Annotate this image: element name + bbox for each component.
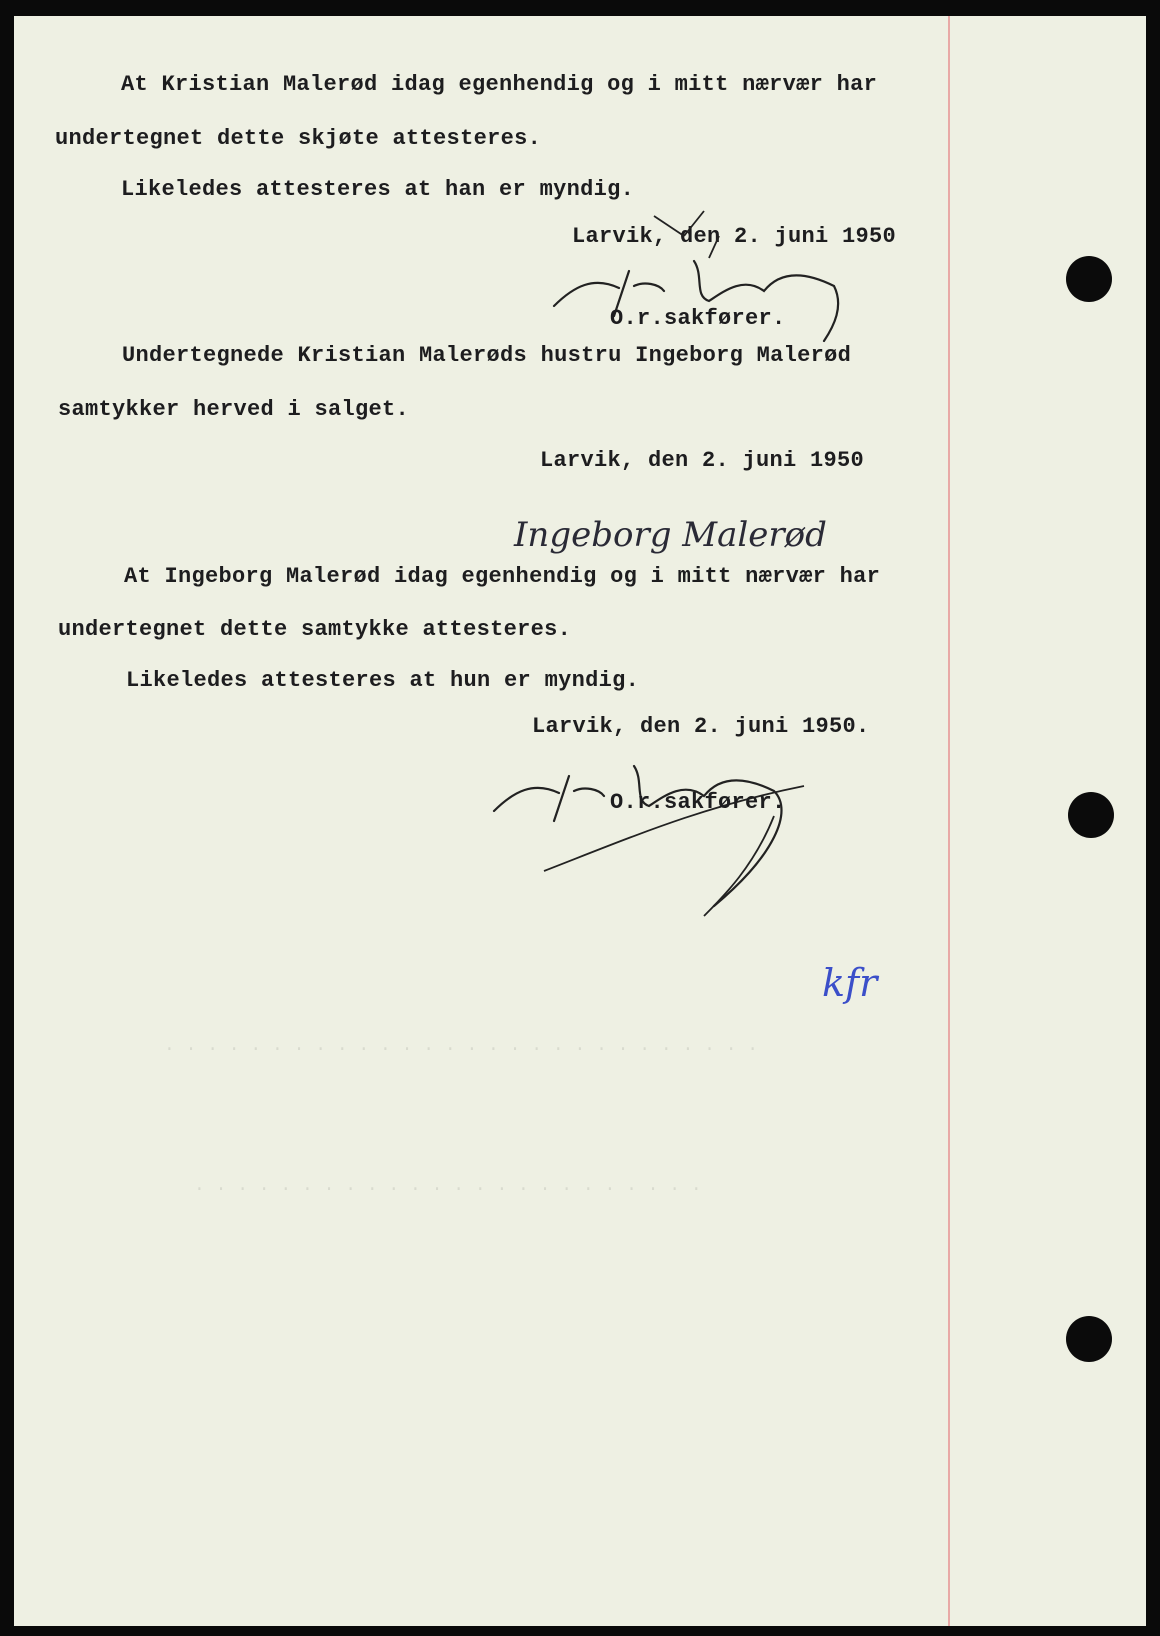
initials-text: kfr (822, 961, 878, 1005)
punch-hole (1066, 1316, 1112, 1362)
attestation2-line-2: undertegnet dette samtykke attesteres. (58, 617, 572, 642)
document-page (14, 16, 1146, 1626)
attestation2-line-3: Likeledes attesteres at hun er myndig. (126, 668, 640, 693)
punch-hole (1066, 256, 1112, 302)
attestation-line-2: undertegnet dette skjøte attesteres. (55, 126, 542, 151)
red-margin-line (948, 16, 950, 1626)
place-date-1: Larvik, den 2. juni 1950 (572, 224, 897, 249)
place-date-2: Larvik, den 2. juni 1950 (540, 448, 865, 473)
title-2: O.r.sakfører. (610, 790, 786, 815)
consent-line-1: Undertegnede Kristian Malerøds hustru Ingeborg Malerød (122, 343, 852, 368)
bleed-through-texture: . . . . . . . . . . . . . . . . . . . . . . . . . . . . (164, 1036, 759, 1056)
consent-line-2: samtykker herved i salget. (58, 397, 410, 422)
initials-blue (814, 956, 914, 1036)
attestation-line-1: At Kristian Malerød idag egenhendig og i mitt nærvær har (121, 72, 878, 97)
title-1: O.r.sakfører. (610, 306, 786, 331)
attestation2-line-1: At Ingeborg Malerød idag egenhendig og i mitt nærvær har (124, 564, 881, 589)
bleed-through-texture: . . . . . . . . . . . . . . . . . . . . . . . . (194, 1176, 702, 1196)
place-date-3: Larvik, den 2. juni 1950. (532, 714, 870, 739)
attestation-line-3: Likeledes attesteres at han er myndig. (121, 177, 635, 202)
signature-ingeborg-text: Ingeborg Malerød (514, 515, 827, 555)
punch-hole (1068, 792, 1114, 838)
